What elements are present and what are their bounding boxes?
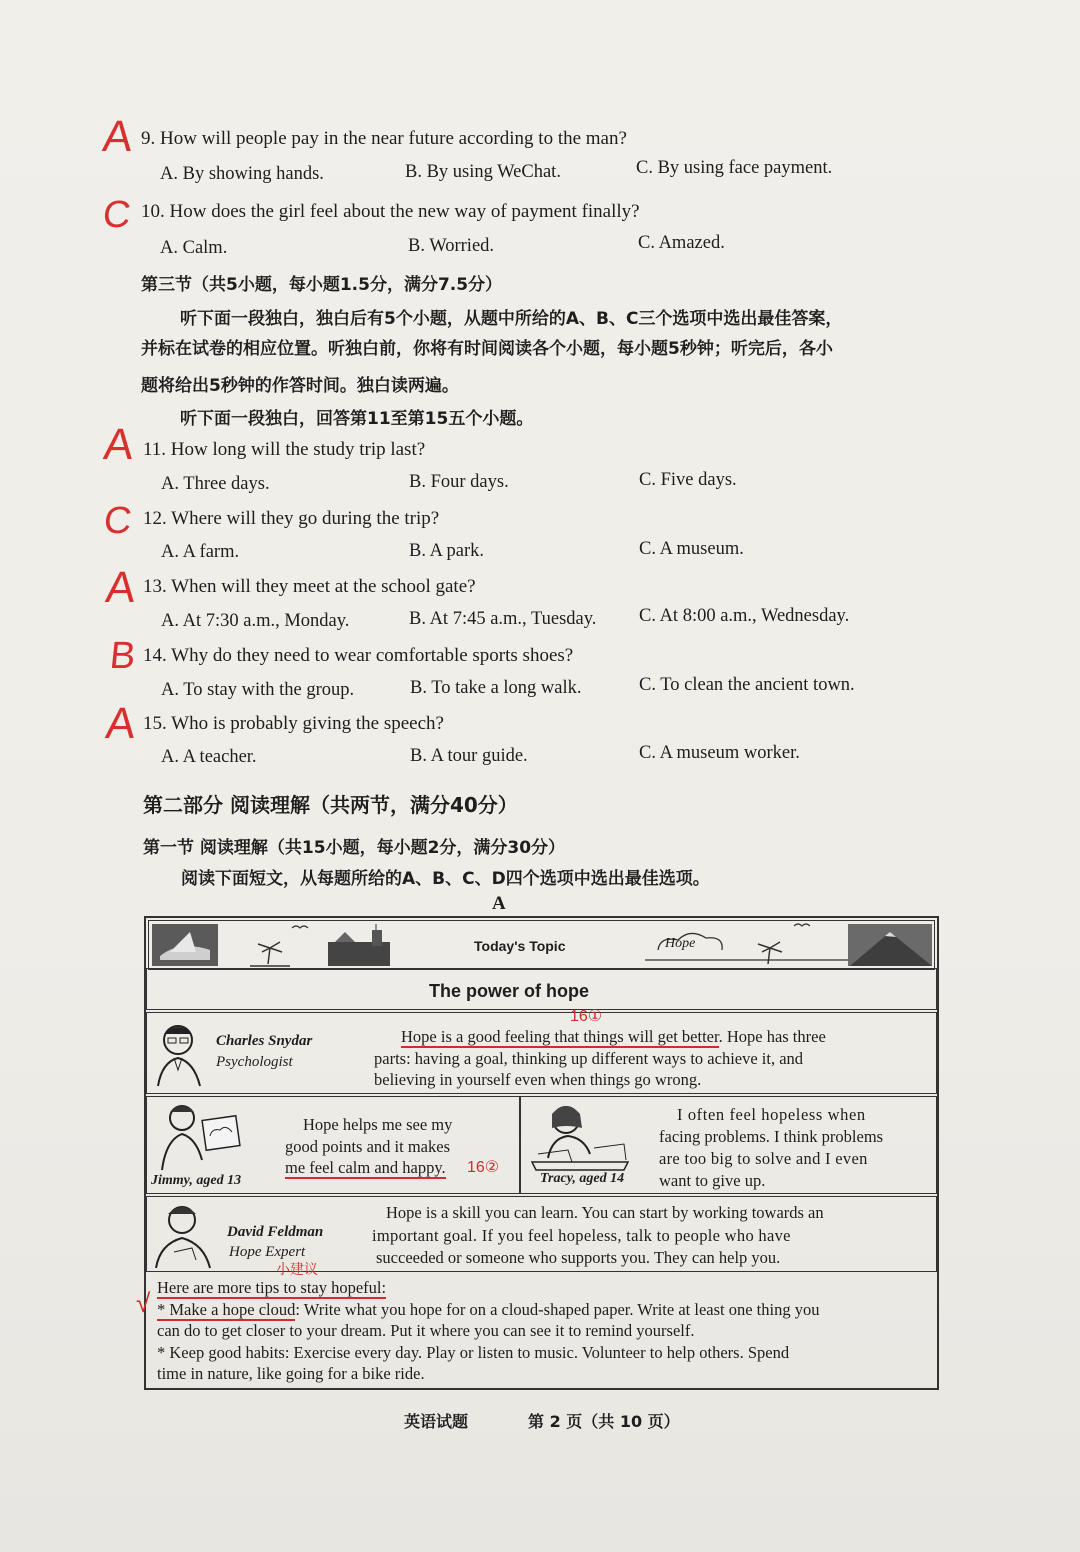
jimmy-portrait-icon: [152, 1100, 248, 1172]
bird-icon: [292, 926, 308, 928]
part2-title: 第二部分 阅读理解（共两节，满分40分）: [143, 793, 518, 817]
tips-line4: * Keep good habits: Exercise every day. Play or listen to music. Volunteer to help others. Spend: [157, 1343, 790, 1362]
section3-instruction-3: 题将给出5秒钟的作答时间。独白读两遍。: [141, 376, 459, 396]
palm-tree-icon-2: [758, 942, 782, 964]
bird-icon-2: [794, 924, 810, 926]
q9-option-c: C. By using face payment.: [636, 158, 833, 178]
q10-option-c: C. Amazed.: [638, 233, 725, 253]
part2-subheader: 第一节 阅读理解（共15小题，每小题2分，满分30分）: [143, 838, 566, 858]
question-11: 11. How long will the study trip last?: [143, 439, 426, 460]
underlined-hope-definition: Hope is a good feeling: [401, 1027, 551, 1046]
tracy-name: Tracy, aged 14: [540, 1171, 625, 1186]
underlined-hope-cloud: * Make a hope cloud: [157, 1300, 296, 1319]
charles-quote-line3: believing in yourself even when things go wrong.: [374, 1070, 702, 1089]
q9-option-b: B. By using WeChat.: [405, 162, 561, 182]
charles-quote-end: . Hope has three: [718, 1027, 826, 1046]
q12-option-c: C. A museum.: [639, 539, 744, 559]
q11-option-b: B. Four days.: [409, 472, 509, 492]
david-name: David Feldman: [227, 1224, 324, 1240]
footer-subject: 英语试题: [404, 1412, 469, 1431]
charles-name: Charles Snydar: [216, 1033, 313, 1049]
q12-option-b: B. A park.: [409, 541, 485, 561]
question-12: 12. Where will they go during the trip?: [143, 508, 440, 529]
hope-word: Hope: [665, 936, 696, 951]
jimmy-quote-line3: [285, 1157, 446, 1179]
q14-option-c: C. To clean the ancient town.: [639, 675, 855, 695]
q13-option-a: A. At 7:30 a.m., Monday.: [161, 611, 350, 631]
section3-instruction-4: 听下面一段独白，回答第11至第15五个小题。: [180, 409, 534, 429]
answer-mark-q11: A: [101, 420, 136, 469]
underlined-tips-heading: Here are more tips to stay hopeful:: [157, 1278, 387, 1297]
annotation-16-1: 16①: [570, 1008, 603, 1025]
tips-line2: [157, 1299, 819, 1321]
question-15: 15. Who is probably giving the speech?: [143, 713, 444, 734]
annotation-16-2: 16②: [467, 1159, 500, 1176]
checkmark-annotation: √: [136, 1288, 151, 1318]
q12-option-a: A. A farm.: [161, 542, 240, 562]
david-role: Hope Expert: [229, 1244, 306, 1260]
charles-quote-line1: [401, 1026, 826, 1048]
q10-option-b: B. Worried.: [408, 236, 495, 256]
palm-tree-icon: [250, 942, 290, 966]
today-topic-label: Today's Topic: [474, 938, 566, 954]
q9-option-a: A. By showing hands.: [160, 164, 324, 184]
q15-option-a: A. A teacher.: [161, 747, 257, 767]
q10-option-a: A. Calm.: [160, 238, 228, 258]
tips-line3: can do to get closer to your dream. Put it where you can see it to remind yourself.: [157, 1321, 695, 1340]
charles-role: Psychologist: [216, 1054, 293, 1070]
mountain-icon: [848, 924, 932, 966]
q15-option-b: B. A tour guide.: [410, 746, 528, 766]
question-9: 9. How will people pay in the near future according to the man?: [141, 128, 627, 149]
question-10: 10. How does the girl feel about the new way of payment finally?: [141, 201, 640, 222]
section3-instruction-1: 听下面一段独白，独白后有5个小题，从题中所给的A、B、C三个选项中选出最佳答案，: [180, 309, 843, 329]
charles-quote-line2: parts: having a goal, thinking up different ways to achieve it, and: [374, 1049, 804, 1068]
section3-header: 第三节（共5小题，每小题1.5分，满分7.5分）: [141, 275, 503, 295]
q13-option-c: C. At 8:00 a.m., Wednesday.: [639, 606, 850, 626]
part2-instruction: 阅读下面短文，从每题所给的A、B、C、D四个选项中选出最佳选项。: [181, 869, 710, 889]
answer-mark-q9: A: [100, 112, 135, 161]
tips-line5: time in nature, like going for a bike ride.: [157, 1364, 425, 1383]
sailboat-icon: [152, 924, 218, 966]
q14-option-b: B. To take a long walk.: [410, 678, 582, 698]
charles-portrait-icon: [152, 1018, 208, 1088]
q14-option-a: A. To stay with the group.: [161, 680, 355, 700]
tracy-quote-line1: I often feel hopeless when: [677, 1105, 866, 1124]
section3-instruction-2: 并标在试卷的相应位置。听独白前，你将有时间阅读各个小题，每小题5秒钟；听完后，各小: [141, 339, 833, 359]
jimmy-quote-line1: Hope helps me see my: [303, 1115, 453, 1134]
david-portrait-icon: [152, 1200, 218, 1270]
david-quote-line1: Hope is a skill you can learn. You can start by working towards an: [386, 1203, 824, 1222]
jimmy-quote-line2: good points and it makes: [285, 1137, 450, 1156]
answer-mark-q13: A: [103, 563, 138, 612]
q13-option-b: B. At 7:45 a.m., Tuesday.: [409, 609, 597, 629]
answer-mark-q10: C: [100, 194, 133, 236]
q15-option-c: C. A museum worker.: [639, 743, 800, 763]
tracy-quote-line3: are too big to solve and I even: [659, 1149, 868, 1168]
david-quote-line3: succeeded or someone who supports you. They can help you.: [376, 1248, 781, 1267]
footer-page-number: 第 2 页（共 10 页）: [528, 1412, 680, 1431]
passage-letter: A: [492, 893, 506, 914]
question-13: 13. When will they meet at the school gate?: [143, 576, 476, 597]
answer-mark-q15: A: [103, 699, 138, 748]
q11-option-a: A. Three days.: [161, 474, 270, 494]
jimmy-name: Jimmy, aged 13: [151, 1173, 242, 1188]
tracy-portrait-icon: [528, 1098, 638, 1172]
question-14: 14. Why do they need to wear comfortable sports shoes?: [143, 645, 574, 666]
underlined-calm-happy: me feel calm and happy.: [285, 1158, 446, 1177]
q11-option-c: C. Five days.: [639, 470, 737, 490]
poster-title: The power of hope: [429, 981, 589, 1001]
tips-heading: [157, 1277, 386, 1299]
answer-mark-q12: C: [101, 500, 134, 542]
tracy-quote-line2: facing problems. I think problems: [659, 1127, 884, 1146]
castle-icon: [328, 924, 390, 966]
david-quote-line2: important goal. If you feel hopeless, talk to people who have: [372, 1226, 791, 1245]
underlined-things-better: that things will get better: [550, 1027, 719, 1046]
answer-mark-q14: B: [107, 635, 138, 677]
tips-line2-rest: : Write what you hope for on a cloud-shaped paper. Write at least one thing you: [295, 1300, 820, 1319]
tracy-quote-line4: want to give up.: [659, 1171, 766, 1190]
annotation-suggestion: 小建议: [276, 1261, 318, 1277]
row-divider: [519, 1096, 521, 1194]
